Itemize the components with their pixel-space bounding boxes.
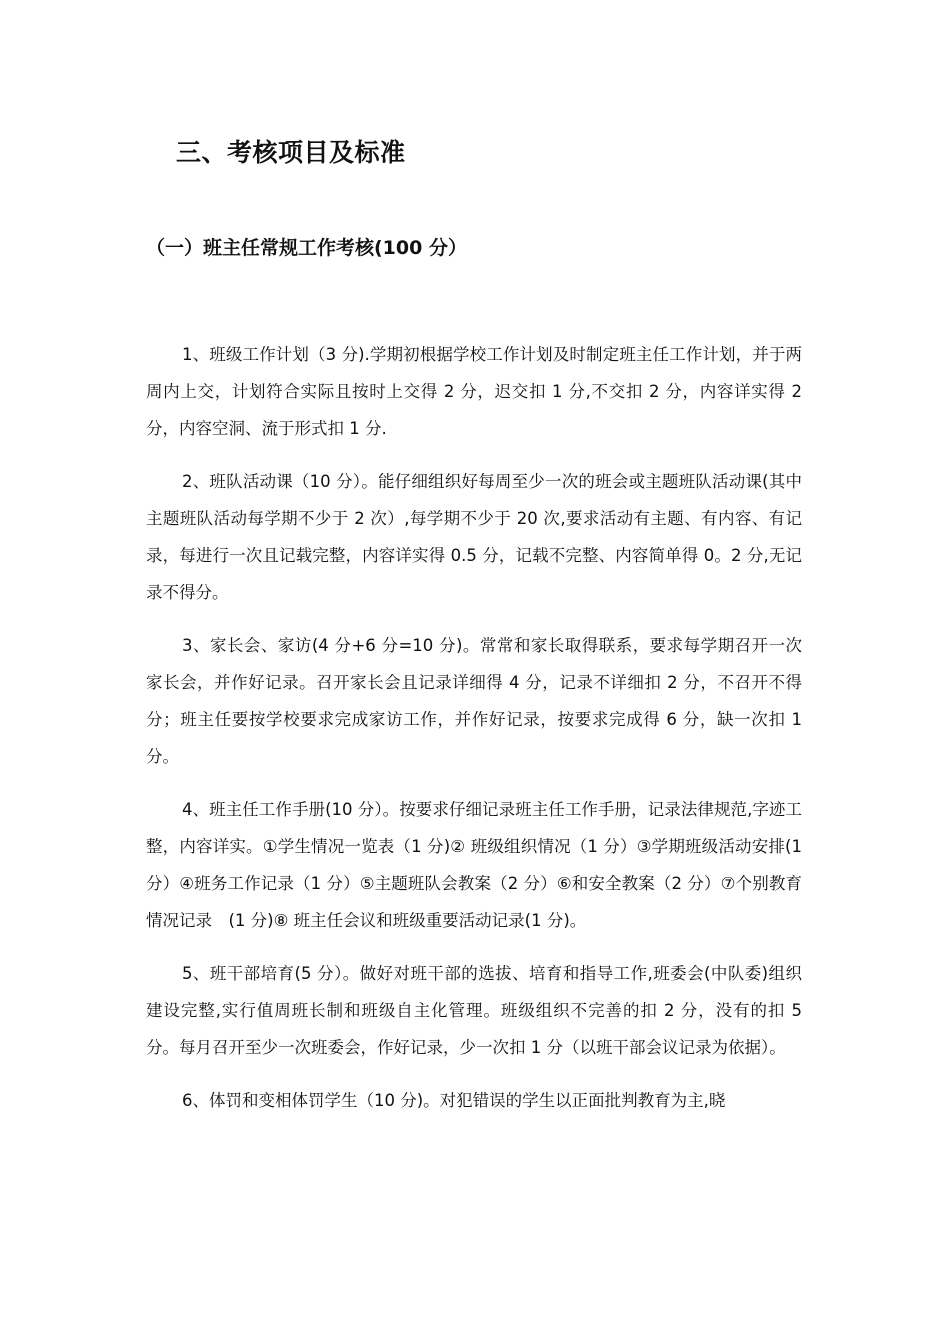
- paragraph-parent-meetings: 3、家长会、家访(4 分+6 分=10 分)。常常和家长取得联系，要求每学期召开一次家长会，并作好记录。召开家长会且记录详细得 4 分，记录不详细扣 2 分，不召开不得分；班主任要按学校要求完成家访工作，并作好记录，按要求完成得 6 分，缺一次扣 1 分。: [146, 636, 802, 766]
- section-title: 三、考核项目及标准: [176, 138, 406, 167]
- paragraph-corporal-punishment: 6、体罚和变相体罚学生（10 分)。对犯错误的学生以正面批判教育为主,晓: [182, 1091, 726, 1110]
- body-text: [146, 336, 802, 1135]
- paragraph-class-activities: 2、班队活动课（10 分）。能仔细组织好每周至少一次的班会或主题班队活动课(其中主题班队活动每学期不少于 2 次）,每学期不少于 20 次,要求活动有主题、有内容、有记录，每进行一次且记载完整，内容详实得 0.5 分，记载不完整、内容简单得 0。2 分,无记录不得分。: [146, 472, 802, 602]
- subsection-title: （一）班主任常规工作考核(100 分）: [146, 237, 467, 259]
- paragraph-class-plan: 1、班级工作计划（3 分).学期初根据学校工作计划及时制定班主任工作计划，并于两周内上交，计划符合实际且按时上交得 2 分，迟交扣 1 分,不交扣 2 分，内容详实得 2 分，内容空洞、流于形式扣 1 分.: [146, 345, 802, 438]
- paragraph-class-cadres: 5、班干部培育(5 分）。做好对班干部的选拔、培育和指导工作,班委会(中队委)组织建设完整,实行值周班长制和班级自主化管理。班级组织不完善的扣 2 分，没有的扣 5 分。每月召开至少一次班委会，作好记录，少一次扣 1 分（以班干部会议记录为依据）。: [146, 964, 802, 1057]
- paragraph-work-handbook: 4、班主任工作手册(10 分）。按要求仔细记录班主任工作手册，记录法律规范,字迹工整，内容详实。①学生情况一览表（1 分)② 班级组织情况（1 分）③学期班级活动安排(1 分）④班务工作记录（1 分）⑤主题班队会教案（2 分）⑥和安全教案（2 分）⑦个别教育情况记录 (1 分)⑧ 班主任会议和班级重要活动记录(1 分)。: [146, 800, 802, 930]
